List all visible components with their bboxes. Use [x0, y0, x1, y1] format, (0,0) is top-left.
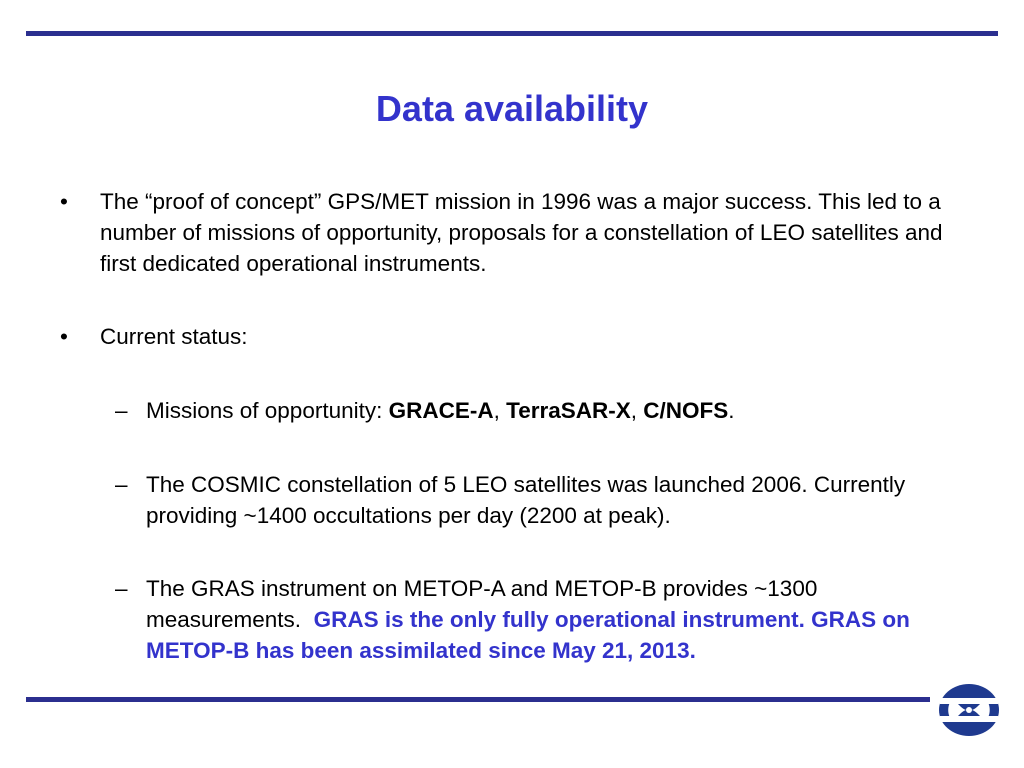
- sub-bullet-gras: [146, 573, 976, 666]
- separator: ,: [630, 398, 644, 423]
- sub-bullet-cosmic: The COSMIC constellation of 5 LEO satellites was launched 2006. Currently providing ~1400 occultations per day (2200 at peak).: [146, 472, 906, 528]
- missions-prefix: Missions of opportunity:: [146, 398, 389, 423]
- dash-marker: –: [115, 398, 128, 423]
- separator: ,: [493, 398, 507, 423]
- dash-marker: –: [115, 472, 128, 497]
- gras-text: The GRAS instrument on METOP-A and METOP-B provides ~1300 measurements.: [146, 576, 824, 632]
- slide-title: Data availability: [375, 88, 649, 129]
- bullet-marker: •: [60, 324, 68, 349]
- mission-grace-a: GRACE-A: [388, 398, 494, 423]
- mission-c-nofs: C/NOFS: [643, 398, 729, 423]
- top-rule: [26, 31, 998, 36]
- bullet-gpsmet: The “proof of concept” GPS/MET mission in 1996 was a major success. This led to a number of missions of opportunity, proposals for a constellation of LEO satellites and first dedicated operational instruments.: [100, 189, 943, 276]
- ecmwf-logo-icon: [938, 683, 1000, 737]
- sub-bullet-missions: [146, 395, 976, 426]
- dash-marker: –: [115, 576, 128, 601]
- bottom-rule: [26, 697, 930, 702]
- gras-highlight: GRAS is the only fully operational instrument. GRAS on METOP-B has been assimilated since May 21, 2013.: [146, 607, 910, 663]
- bullet-current-status: Current status:: [100, 324, 248, 349]
- missions-suffix: .: [728, 398, 735, 423]
- mission-terrasar-x: TerraSAR-X: [506, 398, 631, 423]
- bullet-marker: •: [60, 189, 68, 214]
